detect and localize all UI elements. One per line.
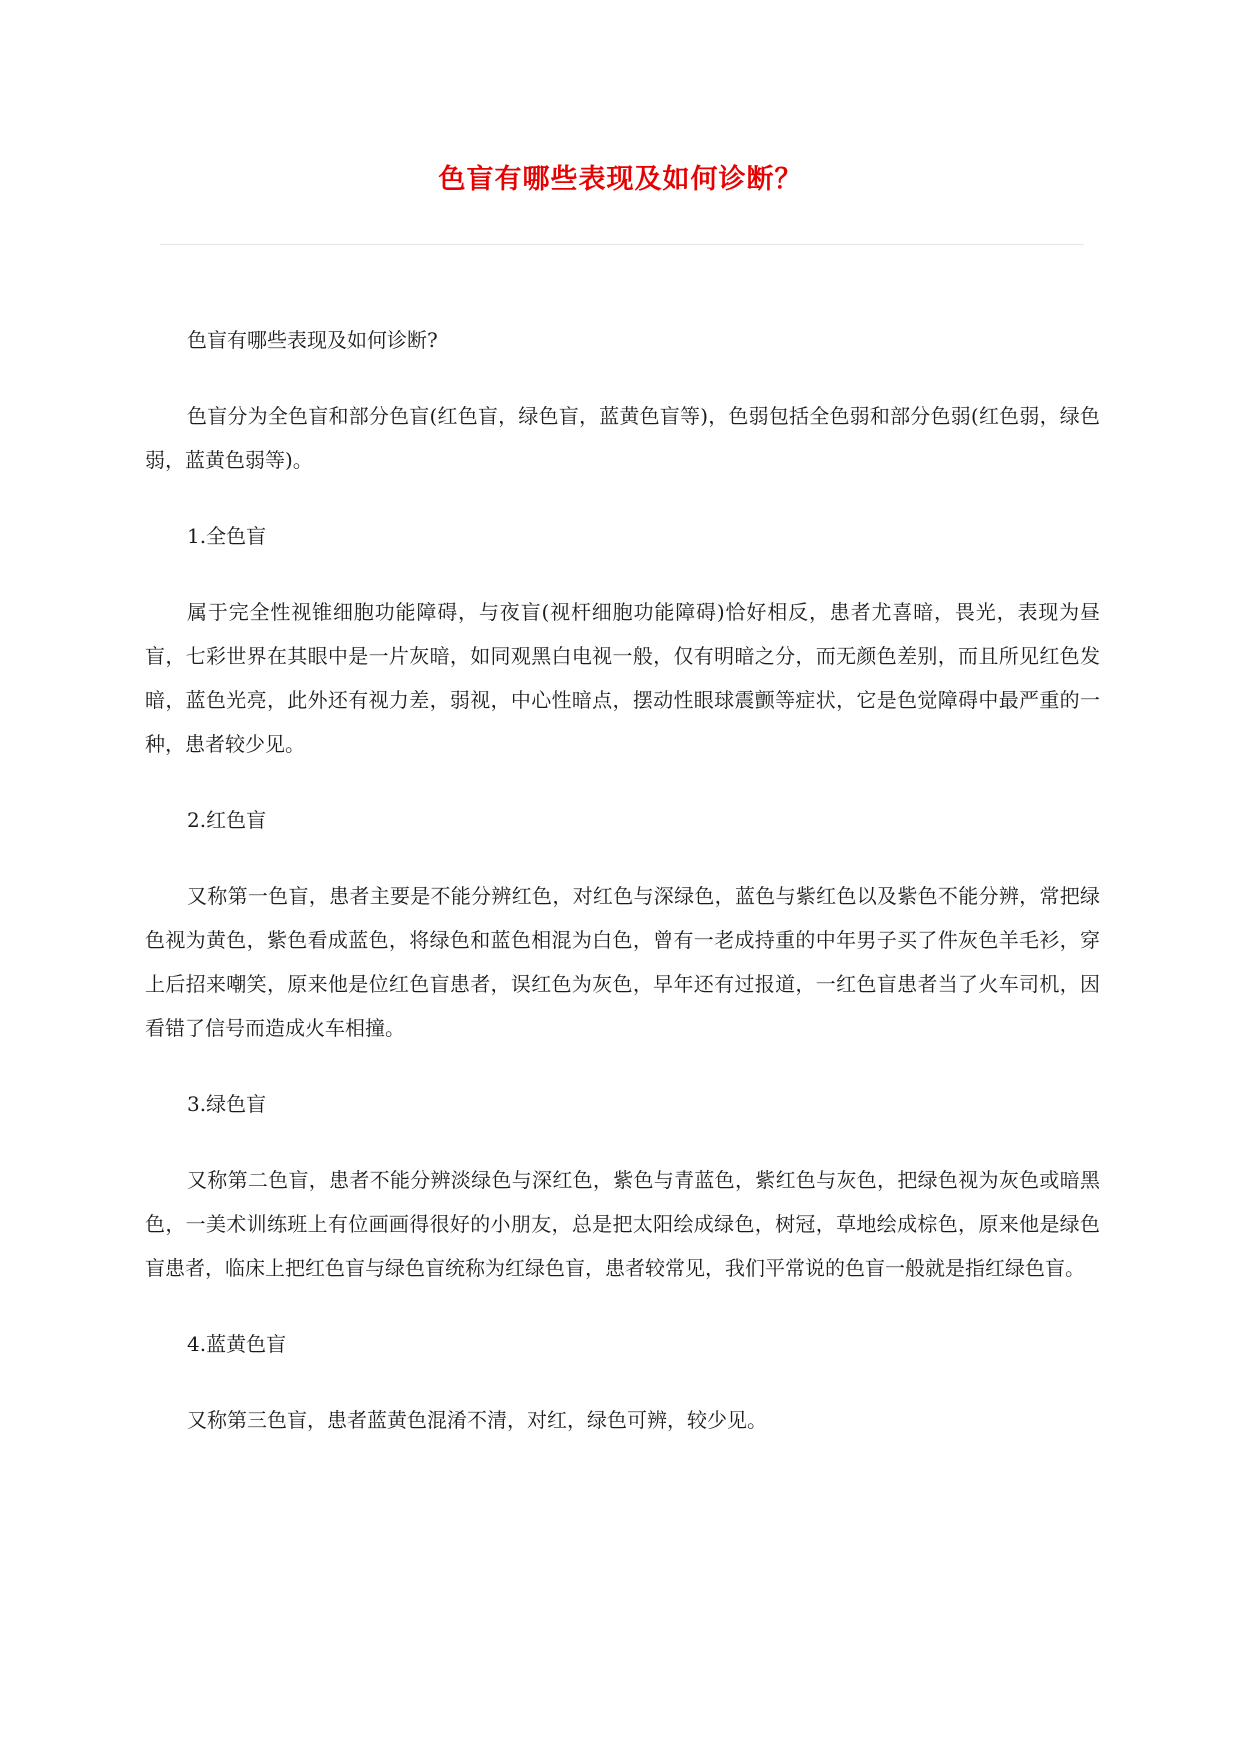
section-heading-total-color-blindness: 1.全色盲	[187, 524, 267, 548]
green-blindness-paragraph: 又称第二色盲，患者不能分辨淡绿色与深红色，紫色与青蓝色，紫红色与灰色，把绿色视为灰色或暗黑色，一美术训练班上有位画画得很好的小朋友，总是把太阳绘成绿色，树冠，草地绘成棕色，原来他是绿色盲患者，临床上把红色盲与绿色盲统称为红绿色盲，患者较常见，我们平常说的色盲一般就是指红绿色盲。	[145, 1168, 1100, 1280]
classification-paragraph: 色盲分为全色盲和部分色盲(红色盲，绿色盲，蓝黄色盲等)，色弱包括全色弱和部分色弱(红色弱，绿色弱，蓝黄色弱等)。	[145, 404, 1100, 472]
section-heading-blue-yellow-blindness: 4.蓝黄色盲	[187, 1332, 287, 1356]
intro-question: 色盲有哪些表现及如何诊断?	[187, 328, 438, 352]
blue-yellow-blindness-paragraph: 又称第三色盲，患者蓝黄色混淆不清，对红，绿色可辨，较少见。	[187, 1408, 767, 1432]
document-title: 色盲有哪些表现及如何诊断？	[438, 164, 803, 195]
red-blindness-paragraph: 又称第一色盲，患者主要是不能分辨红色，对红色与深绿色，蓝色与紫红色以及紫色不能分辨，常把绿色视为黄色，紫色看成蓝色，将绿色和蓝色相混为白色，曾有一老成持重的中年男子买了件灰色羊毛衫，穿上后招来嘲笑，原来他是位红色盲患者，误红色为灰色，早年还有过报道，一红色盲患者当了火车司机，因看错了信号而造成火车相撞。	[145, 884, 1100, 1040]
section-heading-red-blindness: 2.红色盲	[187, 808, 267, 832]
section-heading-green-blindness: 3.绿色盲	[187, 1092, 267, 1116]
title-divider	[160, 244, 1084, 245]
document-body	[145, 318, 1100, 1474]
total-color-blindness-paragraph: 属于完全性视锥细胞功能障碍，与夜盲(视杆细胞功能障碍)恰好相反，患者尤喜暗，畏光，表现为昼盲，七彩世界在其眼中是一片灰暗，如同观黑白电视一般，仅有明暗之分，而无颜色差别，而且所见红色发暗，蓝色光亮，此外还有视力差，弱视，中心性暗点，摆动性眼球震颤等症状，它是色觉障碍中最严重的一种，患者较少见。	[145, 600, 1100, 756]
